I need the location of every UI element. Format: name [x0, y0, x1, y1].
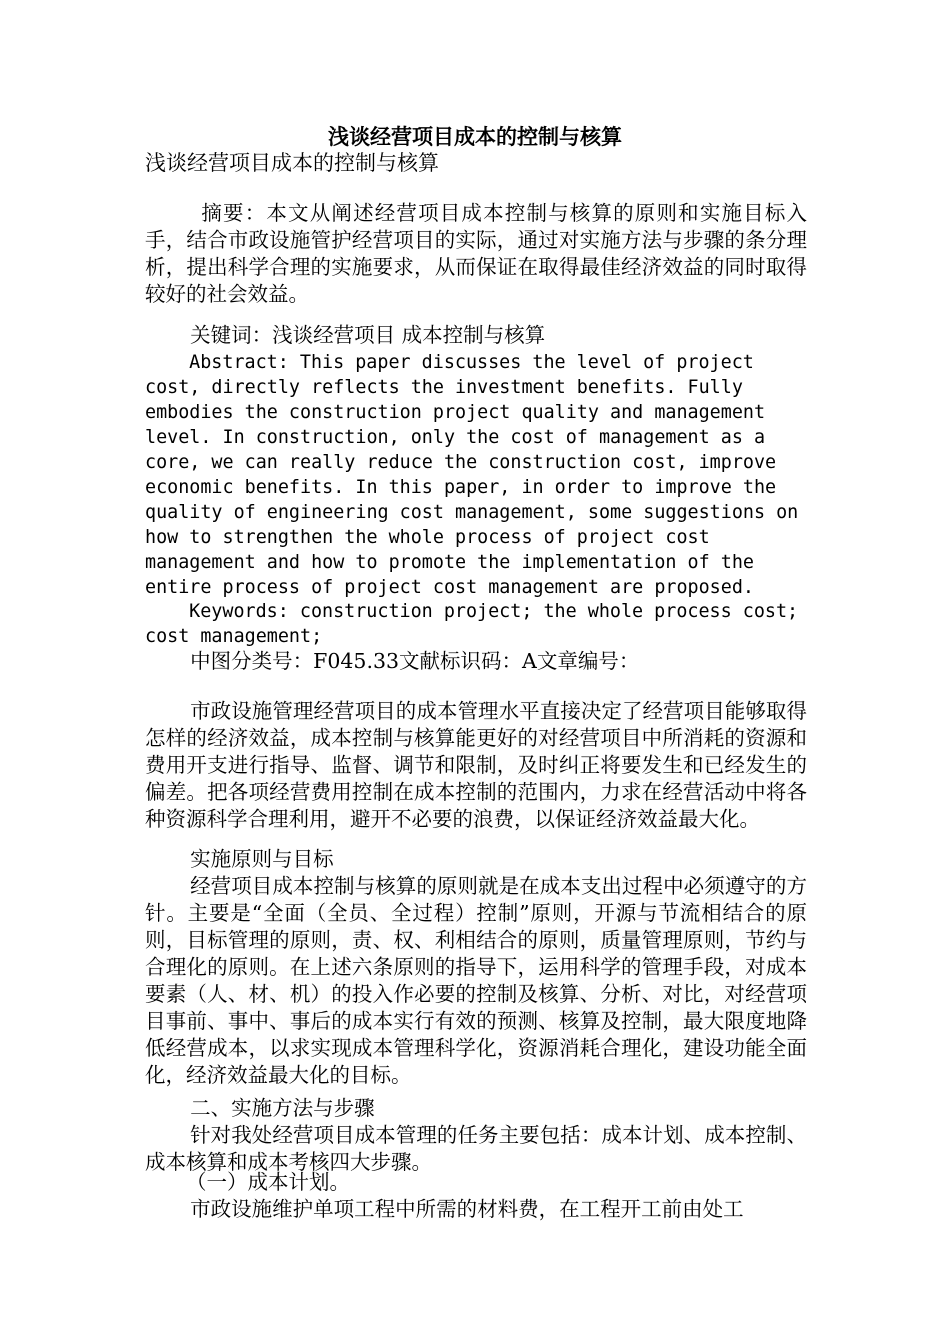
keywords-english: Keywords: construction project; the whole process cost; cost management; [145, 601, 810, 647]
page-title: 浅谈经营项目成本的控制与核算 [328, 124, 622, 149]
keywords-chinese: 关键词：浅谈经营项目 成本控制与核算 [190, 323, 546, 347]
document-subtitle: 浅谈经营项目成本的控制与核算 [145, 151, 439, 175]
section-heading-principles: 实施原则与目标 [190, 847, 334, 871]
principles-paragraph: 经营项目成本控制与核算的原则就是在成本支出过程中必须遵守的方针。主要是“全面（全员、全过程）控制”原则，开源与节流相结合的原则，目标管理的原则，责、权、利相结合的原则，质量管理原则，节约与合理化的原则。在上述六条原则的指导下，运用科学的管理手段，对成本要素（人、材、机）的投入作必要的控制及核算、分析、对比，对经营项目事前、事中、事后的成本实行有效的预测、核算及控制，最大限度地降低经营成本，以求实现成本管理科学化，资源消耗合理化，建设功能全面化，经济效益最大化的目标。 [145, 874, 807, 1087]
subsection-heading-plan: （一）成本计划。 [186, 1170, 350, 1194]
section-heading-methods: 二、实施方法与步骤 [190, 1096, 375, 1120]
abstract-chinese: 摘要：本文从阐述经营项目成本控制与核算的原则和实施目标入手，结合市政设施管护经营项目的实际，通过对实施方法与步骤的条分理析，提出科学合理的实施要求，从而保证在取得最佳经济效益的同时取得较好的社会效益。 [145, 201, 807, 306]
intro-paragraph: 市政设施管理经营项目的成本管理水平直接决定了经营项目能够取得怎样的经济效益，成本控制与核算能更好的对经营项目中所消耗的资源和费用开支进行指导、监督、调节和限制，及时纠正将要发生和已经发生的偏差。把各项经营费用控制在成本控制的范围内，力求在经营活动中将各种资源科学合理利用，避开不必要的浪费，以保证经济效益最大化。 [145, 699, 807, 831]
plan-paragraph: 市政设施维护单项工程中所需的材料费，在工程开工前由处工 [190, 1197, 744, 1221]
abstract-english: Abstract: This paper discusses the level of project cost, directly reflects the investment benefits. Fully embodies the construction project quality and management level. In construction, only the cost of management as a core, we can really reduce the construction cost, improve economic benefits. In this paper, in order to improve the quality of engineering cost management, some suggestions on how to strengthen the whole process of project cost management and how to promote the implementation of the entire process of project cost management are proposed. [145, 352, 810, 598]
tasks-paragraph: 针对我处经营项目成本管理的任务主要包括：成本计划、成本控制、成本核算和成本考核四大步骤。 [145, 1123, 807, 1174]
classification-line: 中图分类号：F045.33文献标识码：A文章编号： [190, 649, 640, 673]
